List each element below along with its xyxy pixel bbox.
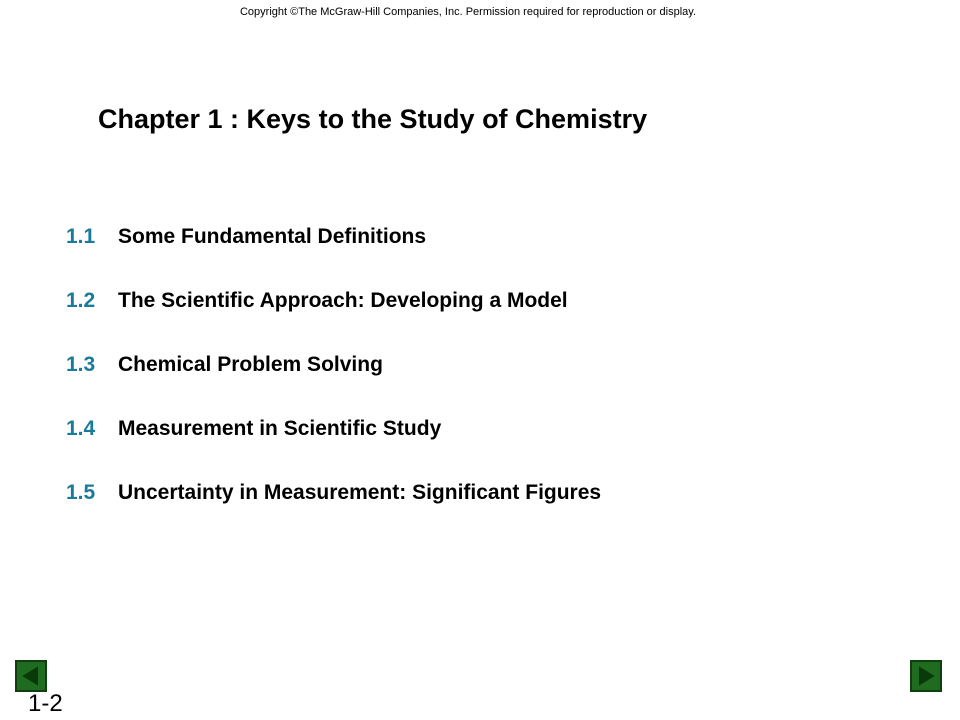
- slide-number: 1-2: [28, 690, 63, 717]
- section-list: [66, 222, 601, 542]
- section-item: [66, 414, 601, 478]
- slide-title: Chapter 1 : Keys to the Study of Chemistry: [98, 104, 648, 134]
- section-label: Chemical Problem Solving: [118, 353, 383, 376]
- copyright-notice: Copyright ©The McGraw-Hill Companies, Inc. Permission required for reproduction or display.: [239, 6, 697, 18]
- section-item: [66, 478, 601, 542]
- next-slide-button[interactable]: [910, 660, 942, 692]
- section-number: 1.4: [66, 417, 96, 440]
- section-label: Some Fundamental Definitions: [118, 225, 427, 248]
- section-item: [66, 286, 601, 350]
- previous-slide-button[interactable]: [15, 660, 47, 692]
- section-number: 1.5: [66, 481, 96, 504]
- triangle-left-icon: [17, 662, 45, 690]
- section-number: 1.2: [66, 289, 96, 312]
- section-number: 1.3: [66, 353, 96, 376]
- section-label: Measurement in Scientific Study: [118, 417, 442, 440]
- section-label: The Scientific Approach: Developing a Model: [118, 289, 568, 312]
- section-item: [66, 222, 601, 286]
- section-label: Uncertainty in Measurement: Significant Figures: [118, 481, 602, 504]
- section-number: 1.1: [66, 225, 96, 248]
- triangle-right-icon: [912, 662, 940, 690]
- section-item: [66, 350, 601, 414]
